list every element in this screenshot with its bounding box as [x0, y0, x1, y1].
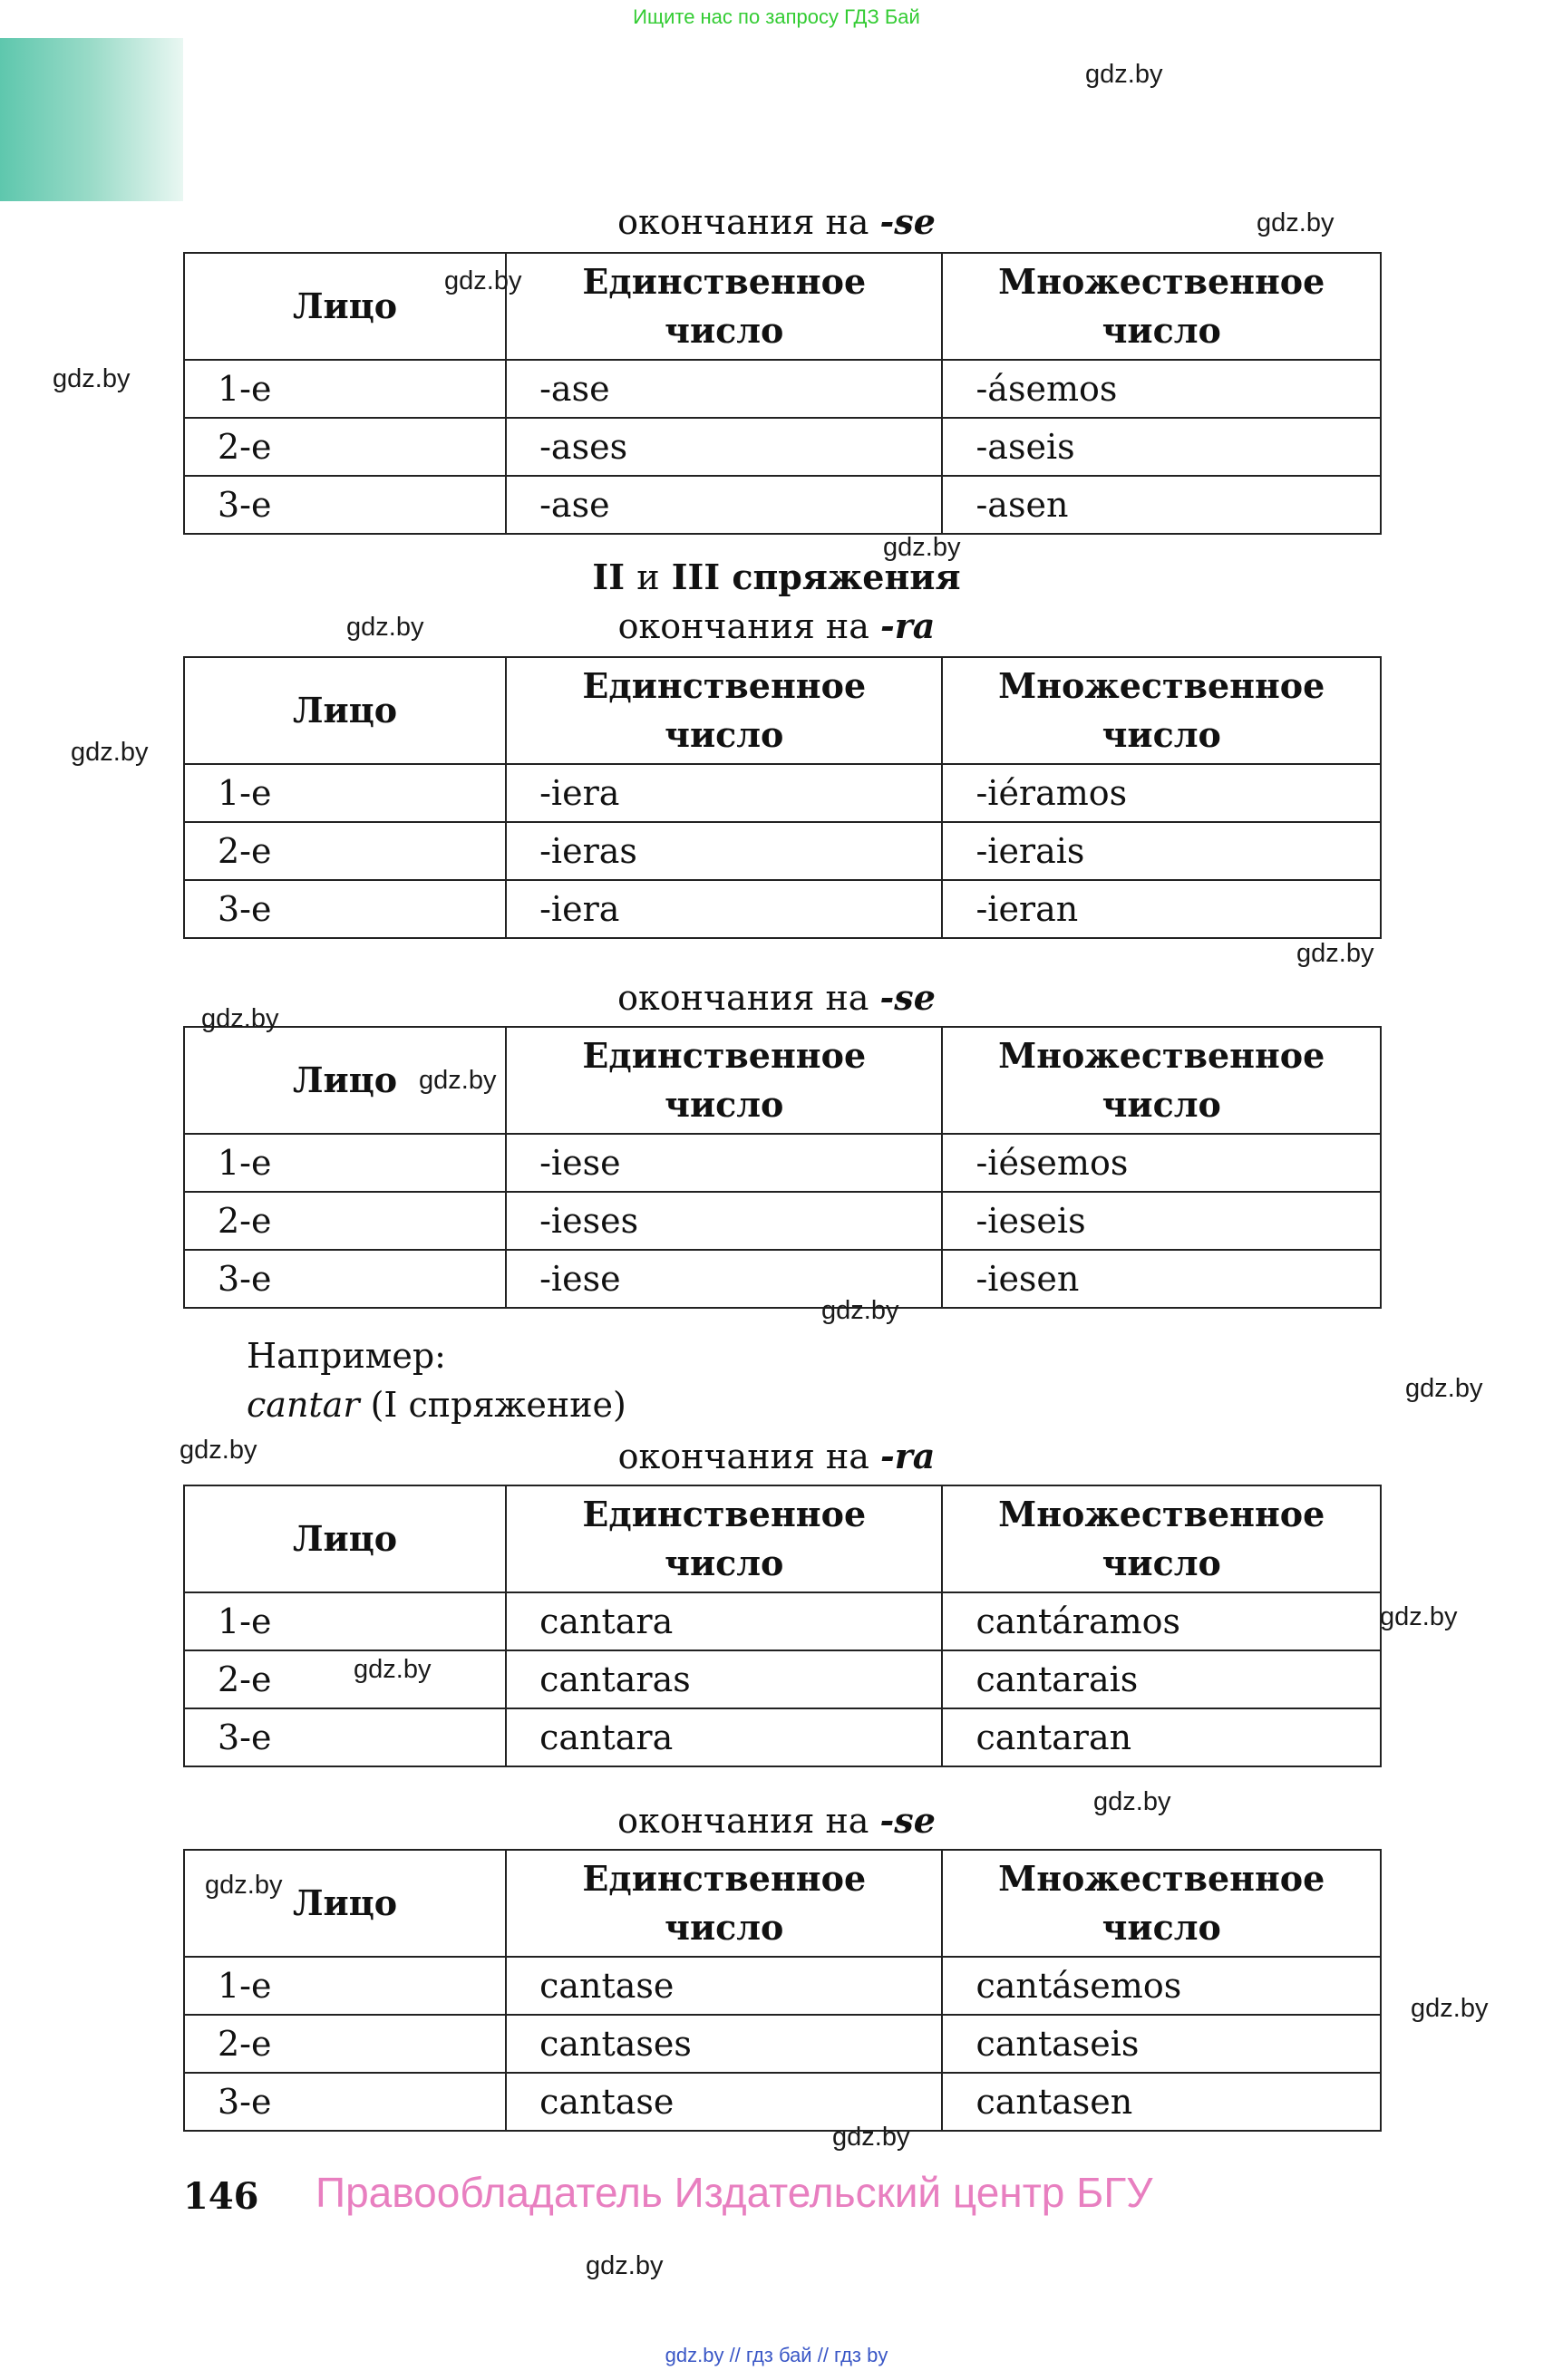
person-cell: 1-е	[184, 1592, 506, 1650]
plural-cell: -ieseis	[942, 1192, 1381, 1250]
plural-cell: cantaseis	[942, 2015, 1381, 2073]
header-plural: Множественное число	[942, 253, 1381, 360]
table-row	[184, 764, 1381, 822]
endings-table-2	[183, 656, 1382, 939]
person-cell: 1-е	[184, 764, 506, 822]
watermark: gdz.by	[1405, 1374, 1483, 1403]
plural-cell: -ierais	[942, 822, 1381, 880]
table-caption-5: окончания на -se	[617, 1800, 936, 1841]
singular-cell: -iese	[506, 1250, 942, 1308]
person-cell: 3-е	[184, 476, 506, 534]
table-row	[184, 360, 1381, 418]
table-header-row	[184, 1027, 1381, 1134]
person-cell: 1-е	[184, 360, 506, 418]
header-person: Лицо	[184, 253, 506, 360]
table-header-row	[184, 1485, 1381, 1592]
watermark: gdz.by	[1411, 1994, 1489, 2023]
table-row	[184, 1192, 1381, 1250]
table-row	[184, 1708, 1381, 1766]
table-header-row	[184, 657, 1381, 764]
header-person: Лицо	[184, 657, 506, 764]
watermark: gdz.by	[883, 533, 961, 562]
header-person: Лицо	[184, 1850, 506, 1957]
plural-cell: cantarais	[942, 1650, 1381, 1708]
plural-cell: -aseis	[942, 418, 1381, 476]
person-cell: 3-е	[184, 2073, 506, 2131]
watermark: gdz.by	[586, 2251, 664, 2280]
endings-table-5	[183, 1849, 1382, 2132]
watermark: gdz.by	[444, 266, 522, 295]
endings-table-4	[183, 1485, 1382, 1767]
header-singular: Единственное число	[506, 1027, 942, 1134]
watermark: gdz.by	[1085, 60, 1163, 89]
plural-cell: -ásemos	[942, 360, 1381, 418]
person-cell: 2-е	[184, 822, 506, 880]
singular-cell: cantaras	[506, 1650, 942, 1708]
endings-table-3	[183, 1026, 1382, 1309]
watermark: gdz.by	[53, 364, 131, 393]
watermark: gdz.by	[180, 1436, 257, 1465]
section-heading: II и III спряжения	[592, 556, 961, 597]
table-header-row	[184, 253, 1381, 360]
plural-cell: -iéramos	[942, 764, 1381, 822]
person-cell: 3-е	[184, 880, 506, 938]
plural-cell: cantaran	[942, 1708, 1381, 1766]
person-cell: 3-е	[184, 1250, 506, 1308]
watermark: gdz.by	[205, 1871, 283, 1900]
plural-cell: cantásemos	[942, 1957, 1381, 2015]
watermark: gdz.by	[354, 1655, 432, 1684]
table-row	[184, 1250, 1381, 1308]
person-cell: 2-е	[184, 1650, 506, 1708]
person-cell: 1-е	[184, 1134, 506, 1192]
header-person: Лицо	[184, 1485, 506, 1592]
table-row	[184, 1957, 1381, 2015]
watermark: gdz.by	[1296, 939, 1374, 968]
table-row	[184, 418, 1381, 476]
endings-table-1	[183, 252, 1382, 535]
table-row	[184, 1592, 1381, 1650]
header-plural: Множественное число	[942, 1027, 1381, 1134]
watermark: gdz.by	[346, 613, 424, 642]
singular-cell: -iese	[506, 1134, 942, 1192]
table-caption-1: окончания на -se	[617, 201, 936, 242]
plural-cell: cantasen	[942, 2073, 1381, 2131]
singular-cell: cantara	[506, 1708, 942, 1766]
watermark: gdz.by	[821, 1296, 899, 1325]
person-cell: 2-е	[184, 1192, 506, 1250]
singular-cell: -ieras	[506, 822, 942, 880]
header-person: Лицо	[184, 1027, 506, 1134]
page-number: 146	[183, 2175, 259, 2218]
watermark: gdz.by	[1093, 1787, 1171, 1816]
singular-cell: -iera	[506, 880, 942, 938]
header-singular: Единственное число	[506, 657, 942, 764]
watermark: gdz.by	[1380, 1602, 1458, 1631]
singular-cell: -ases	[506, 418, 942, 476]
watermark: gdz.by	[419, 1066, 497, 1095]
person-cell: 3-е	[184, 1708, 506, 1766]
top-note: Ищите нас по запросу ГДЗ Бай	[633, 5, 920, 28]
header-plural: Множественное число	[942, 1485, 1381, 1592]
header-singular: Единственное число	[506, 1485, 942, 1592]
footer-links: gdz.by // гдз бай // гдз by	[665, 2344, 888, 2366]
person-cell: 2-е	[184, 2015, 506, 2073]
singular-cell: cantase	[506, 2073, 942, 2131]
table-row	[184, 476, 1381, 534]
singular-cell: cantara	[506, 1592, 942, 1650]
corner-decoration	[0, 38, 183, 201]
example-label: Например:	[247, 1336, 446, 1376]
example-verb-line: cantar (I спряжение)	[247, 1385, 626, 1425]
singular-cell: -ase	[506, 360, 942, 418]
singular-cell: -iera	[506, 764, 942, 822]
plural-cell: -asen	[942, 476, 1381, 534]
plural-cell: -iesen	[942, 1250, 1381, 1308]
table-row	[184, 2073, 1381, 2131]
singular-cell: cantases	[506, 2015, 942, 2073]
table-row	[184, 822, 1381, 880]
header-plural: Множественное число	[942, 657, 1381, 764]
table-caption-4: окончания на -ra	[617, 1436, 936, 1476]
header-singular: Единственное число	[506, 253, 942, 360]
singular-cell: cantase	[506, 1957, 942, 2015]
watermark: gdz.by	[832, 2123, 910, 2152]
person-cell: 2-е	[184, 418, 506, 476]
plural-cell: -ieran	[942, 880, 1381, 938]
singular-cell: -ase	[506, 476, 942, 534]
watermark: gdz.by	[71, 738, 149, 767]
header-singular: Единственное число	[506, 1850, 942, 1957]
table-caption-3: окончания на -se	[617, 977, 936, 1018]
plural-cell: -iésemos	[942, 1134, 1381, 1192]
table-header-row	[184, 1850, 1381, 1957]
table-caption-2: окончания на -ra	[617, 605, 936, 646]
table-row	[184, 1134, 1381, 1192]
table-row	[184, 2015, 1381, 2073]
plural-cell: cantáramos	[942, 1592, 1381, 1650]
header-plural: Множественное число	[942, 1850, 1381, 1957]
watermark: gdz.by	[201, 1004, 279, 1033]
watermark: gdz.by	[1257, 208, 1335, 237]
table-row	[184, 880, 1381, 938]
rights-holder-text: Правообладатель Издательский центр БГУ	[315, 2169, 1153, 2216]
person-cell: 1-е	[184, 1957, 506, 2015]
singular-cell: -ieses	[506, 1192, 942, 1250]
